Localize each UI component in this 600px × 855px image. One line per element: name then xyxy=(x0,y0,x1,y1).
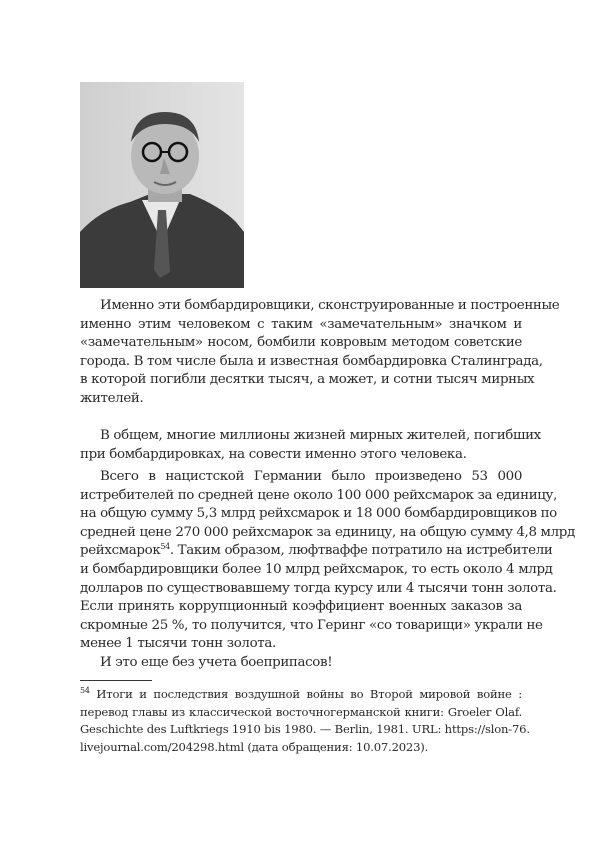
text-line: В общем, многие миллионы жизней мирных жителей, погибших xyxy=(100,428,541,443)
text-line xyxy=(80,542,553,561)
text-line: скромные 25 %, то получится, что Геринг «со товарищи» украли не xyxy=(80,617,543,633)
text-line: на общую сумму 5,3 млрд рейхсмарок и 18 000 бомбардировщиков по xyxy=(80,506,557,522)
text-line: перевод главы из классической восточногерманской книги: Groeler Olaf. xyxy=(80,704,522,719)
text-line: в которой погибли десятки тысяч, а может, и сотни тысяч мирных xyxy=(80,372,535,388)
text-line: Всего в нацистской Германии было произведено 53 000 xyxy=(100,469,522,484)
text-line: истребителей по средней цене около 100 000 рейхсмарок за единицу, xyxy=(80,487,557,503)
text-line: Geschichte des Luftkriegs 1910 bis 1980. — Berlin, 1981. URL: https://slon-76. xyxy=(80,722,530,736)
text-line: именно этим человеком с таким «замечательным» значком и xyxy=(80,316,522,332)
footnote-reference[interactable]: 54 xyxy=(160,542,170,552)
text-line xyxy=(80,686,522,704)
text-line: при бомбардировках, на совести именно этого человека. xyxy=(80,446,467,462)
text-line: и бомбардировщики более 10 млрд рейхсмарок, то есть около 4 млрд xyxy=(80,561,553,577)
text-fragment: рейхсмарок xyxy=(80,543,161,559)
text-line: Если принять коррупционный коэффициент военных заказов за xyxy=(80,599,522,615)
paragraph-1 xyxy=(80,297,560,409)
text-fragment: Итоги и последствия воздушной войны во Второй мировой войне : xyxy=(96,687,522,701)
footnote-number: 54 xyxy=(80,686,90,695)
text-line: города. В том числе была и известная бомбардировка Сталинграда, xyxy=(80,353,543,369)
text-line: жителей. xyxy=(80,390,144,406)
text-line: И это еще без учета боеприпасов! xyxy=(100,654,333,670)
paragraph-2 xyxy=(80,427,541,464)
text-line: «замечательным» носом, бомбили ковровым методом советские xyxy=(80,335,522,351)
text-line: Именно эти бомбардировщики, сконструированные и построенные xyxy=(100,298,560,313)
text-line: долларов по существовавшему тогда курсу или 4 тысячи тонн золота. xyxy=(80,580,557,596)
text-line: средней цене 270 000 рейхсмарок за единицу, на общую сумму 4,8 млрд xyxy=(80,524,575,540)
text-line[interactable]: livejournal.com/204298.html (дата обращения: 10.07.2023). xyxy=(80,739,429,754)
text-fragment: . Таким образом, люфтваффе потратило на истребители xyxy=(169,543,553,559)
footnote-divider xyxy=(80,680,152,681)
footnote xyxy=(80,686,530,756)
text-line: менее 1 тысячи тонн золота. xyxy=(80,636,276,652)
paragraph-3 xyxy=(80,468,575,673)
portrait-photo xyxy=(80,82,244,288)
